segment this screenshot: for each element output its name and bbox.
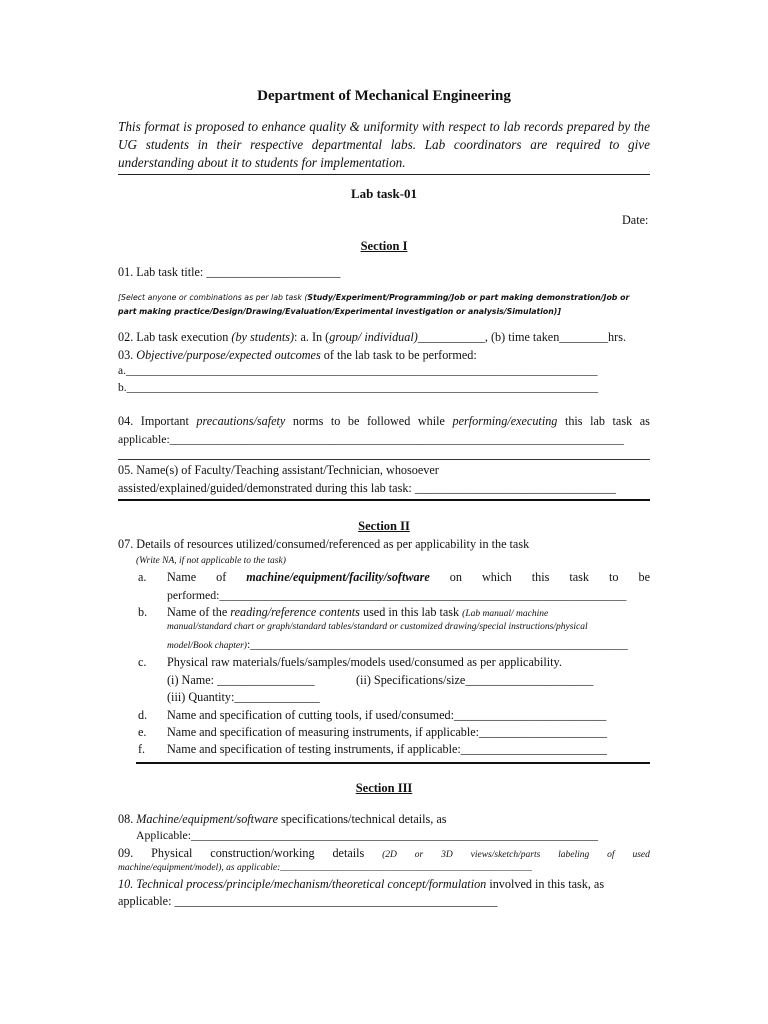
q08-applicable-line: Applicable:_____________________________________________________________________ [136, 828, 599, 842]
q01-lab-task-title: 01. Lab task title: ______________________ [118, 265, 341, 279]
q10-technical-process [118, 877, 604, 892]
q04words-word: be [347, 414, 360, 428]
itemawords-word: of [216, 570, 227, 584]
divider [118, 174, 650, 175]
q04words-word: to [330, 414, 341, 428]
item-d-cutting-tools: Name and specification of cutting tools, if used/consumed:_________________________ [167, 708, 607, 722]
q03-line-a: a.__________________________________________________________________________________ [118, 365, 598, 377]
item-c-marker: c. [138, 655, 147, 669]
q10-process-label: 10. Technical process/principle/mechanism/theoretical concept/formulation [118, 877, 487, 891]
q04-blank-line [118, 459, 650, 460]
item-b-text: Name of the [167, 605, 231, 619]
q09-physical-construction [118, 846, 650, 861]
item-a-line-1 [167, 570, 650, 585]
task-type-note [118, 291, 650, 319]
item-d-marker: d. [138, 708, 148, 722]
q05-line-2: assisted/explained/guided/demonstrated during this lab task: _________________________________ [118, 481, 616, 495]
item-b-line-1 [167, 605, 548, 620]
q04-applicable-line: applicable:_____________________________________________________________________________ [118, 432, 624, 446]
q07-resources: 07. Details of resources utilized/consumed/referenced as per applicability in the task [118, 537, 530, 551]
q09-note-word: labeling [558, 850, 590, 860]
q04words-word: followed [366, 414, 411, 428]
item-e-marker: e. [138, 725, 147, 739]
q04words-word: this [564, 414, 583, 428]
q04words-word: lab [590, 414, 605, 428]
q09-note-word: of [607, 850, 615, 860]
itemawords-word: Name [167, 570, 197, 584]
q02-group-individual: group/ individual) [329, 330, 418, 344]
itemawords-word: on [449, 570, 462, 584]
date-label: Date: [622, 213, 649, 227]
section-divider [118, 499, 650, 501]
q02-text: 02. Lab task execution [118, 330, 232, 344]
item-b-reading-contents: reading/reference contents [230, 605, 360, 619]
q08-text: specifications/technical details, as [278, 812, 447, 826]
q04words-word: while [417, 414, 445, 428]
item-b-note-3: model/Book chapter) [167, 641, 247, 651]
q09-word: Physical [151, 846, 193, 860]
item-c-quantity: (iii) Quantity:______________ [167, 690, 320, 704]
q04words-word: precautions/safety [196, 414, 286, 428]
itemawords-word: which [481, 570, 512, 584]
q04words-word: as [639, 414, 650, 428]
item-b-line-2: manual/standard chart or graph/standard tables/standard or customized drawing/special instructions/physical [167, 622, 588, 632]
q03-objective [118, 348, 477, 363]
q08-machine-label: Machine/equipment/software [136, 812, 278, 826]
q09-word: details [332, 846, 365, 860]
item-b-blank: :________________________________________________________________ [246, 637, 628, 651]
q02-text-2: : a. In ( [294, 330, 330, 344]
note-task-types: Study/Experiment/Programming/Job or part making demonstration/Job or part making practice/Design/Drawing/Evaluation/Experimental investigation or analysis/Simulation)] [118, 293, 630, 316]
item-b-note-1: (Lab manual/ machine [462, 609, 549, 619]
itemawords-word: be [638, 570, 650, 584]
itemawords-word: to [608, 570, 619, 584]
itemawords-word: task [569, 570, 589, 584]
item-e-measuring-instruments: Name and specification of measuring instruments, if applicable:_____________________ [167, 725, 608, 739]
q09-note-word: views/sketch/parts [470, 850, 541, 860]
q05-line-1: 05. Name(s) of Faculty/Teaching assistant/Technician, whosoever [118, 463, 439, 477]
page-title: Department of Mechanical Engineering [257, 88, 511, 104]
q09-word: construction/working [210, 846, 315, 860]
q04words-word: 04. [118, 414, 134, 428]
item-b-text-2: used in this lab task [359, 605, 463, 619]
item-a-marker: a. [138, 570, 147, 584]
item-b-line-3 [167, 637, 628, 652]
section-1-heading: Section I [360, 239, 408, 253]
intro-paragraph: This format is proposed to enhance quality & uniformity with respect to lab records prepared by the UG students in their respective departmental labs. Lab coordinators are required to give understanding about it to students for implementation. [118, 119, 650, 170]
lab-task-heading: Lab task-01 [350, 186, 418, 201]
item-b-marker: b. [138, 605, 148, 619]
item-c-specifications: (ii) Specifications/size_____________________ [356, 673, 594, 687]
q04words-word: performing/executing [452, 414, 558, 428]
q09-note-word: 3D [441, 850, 453, 860]
q09-note-word: used [632, 850, 650, 860]
itemawords-word: machine/equipment/facility/software [246, 570, 430, 584]
q08-number: 08. [118, 812, 137, 826]
q04words-word: norms [292, 414, 324, 428]
section-2-heading: Section II [358, 519, 410, 533]
q02-lab-task-execution [118, 330, 626, 345]
item-f-testing-instruments: Name and specification of testing instruments, if applicable:________________________ [167, 742, 608, 756]
q09-note-word: (2D [382, 850, 397, 860]
item-f-marker: f. [138, 742, 146, 756]
q04words-word: task [612, 414, 633, 428]
q08-machine-specs [118, 812, 447, 827]
q04words-word: Important [140, 414, 189, 428]
q02-by-students: (by students) [231, 330, 295, 344]
q03-text: of the lab task to be performed: [320, 348, 477, 362]
q02-time-taken: ___________, (b) time taken________hrs. [417, 330, 626, 344]
q03-line-b: b.__________________________________________________________________________________ [118, 382, 599, 394]
q09-word: 09. [118, 846, 134, 860]
section-3-heading: Section III [355, 781, 413, 795]
itemawords-word: this [531, 570, 550, 584]
item-a-line-2: performed:_____________________________________________________________________ [167, 588, 627, 602]
q03-number: 03. [118, 348, 137, 362]
q03-objective-label: Objective/purpose/expected outcomes [136, 348, 321, 362]
item-c-line-1: Physical raw materials/fuels/samples/models used/consumed as per applicability. [167, 655, 562, 669]
q04-precautions [118, 414, 650, 429]
q10-text: involved in this task, as [486, 877, 605, 891]
section-divider-2 [136, 762, 650, 764]
q10-applicable-line: applicable: _____________________________________________________ [118, 894, 498, 908]
item-c-name: (i) Name: ________________ [167, 673, 315, 687]
q09-line-2: machine/equipment/model), as applicable:_____________________________________________________ [118, 863, 533, 873]
q09-note-word: or [414, 850, 424, 860]
note-prefix: [Select anyone or combinations as per lab task ( [118, 293, 308, 302]
q07-note: (Write NA, if not applicable to the task) [136, 556, 286, 566]
